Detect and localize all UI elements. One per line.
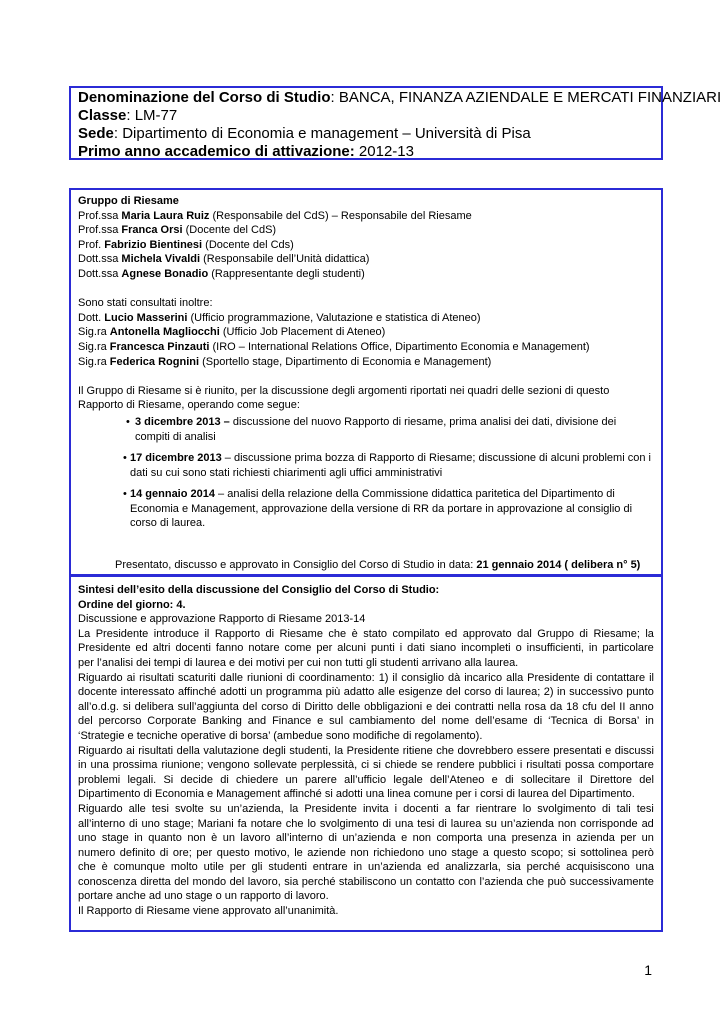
- closing-statement: Il Rapporto di Riesame viene approvato all’unanimità.: [78, 905, 339, 918]
- paragraph-thesis: Riguardo alle tesi svolte su un’azienda, la Presidente invita i docenti a far rientrare lo svolgimento di tali tesi all’interno di uno stage; Mariani fa notare che lo svolgimento di una tesi di laurea su un’azienda non corrisponde ad uno stage in quanto non è un lavoro all’interno di un’azienda e non comporta una presenza in azienda per un numero definito di ore; per questo motivo, le aziende non richiedono uno stage a questo scopo; si sottolinea però che è comunque molto utile per gli studenti entrare in un’azienda ed analizzarla, sia perché acquisiscono una conoscenza diretta del mondo del lavoro, sia perché stabiliscono un contatto con l’azienda che può successivamente portare anche ad uno stage o un rapporto di lavoro.: [78, 802, 654, 903]
- first-year-value: 2012-13: [354, 143, 414, 160]
- consulted-intro: Sono stati consultati inoltre:: [78, 297, 213, 310]
- consulted-person: Sig.ra Francesca Pinzauti (IRO – International Relations Office, Dipartimento Economia e Management): [78, 340, 590, 353]
- approval-date: 21 gennaio 2014 ( delibera n° 5): [476, 559, 641, 571]
- class-label: Classe: [78, 107, 127, 124]
- class-value: : LM-77: [126, 107, 178, 124]
- approval-statement: Presentato, discusso e approvato in Consiglio del Corso di Studio in data: 21 gennaio 2014 ( delibera n° 5): [115, 559, 641, 571]
- course-name-label: Denominazione del Corso di Studio: [78, 89, 331, 106]
- first-year-line: [78, 143, 654, 161]
- paragraph-evaluation: Riguardo ai risultati della valutazione degli studenti, la Presidente ritiene che dovrebbero essere presentati e discussi in una prossima riunione; vengono sollevate perplessità, ci si chiede se rendere pubblici i risultati possa comportare problemi legali. Si decide di chiedere un parere all’ufficio legale dell’Ateneo e di sollecitare il Direttore del Dipartimento di Economia e Management affinché si adotti una linea comune per i corsi di laurea del Dipartimento.: [78, 744, 654, 801]
- course-name-line: [78, 89, 722, 107]
- class-line: [78, 107, 654, 125]
- seat-line: [78, 125, 654, 143]
- page-number: 1: [644, 962, 652, 978]
- consulted-person: Dott. Lucio Masserini (Ufficio programmazione, Valutazione e statistica di Ateneo): [78, 311, 481, 324]
- agenda-item: Ordine del giorno: 4.: [78, 598, 186, 611]
- meeting-item: • 14 gennaio 2014 – analisi della relazione della Commissione didattica paritetica del Dipartimento di Economia e Management, approvazione della versione di RR da portare in approvazione al consiglio di corso di laurea.: [123, 488, 633, 530]
- meeting-list: [78, 415, 654, 531]
- group-member: Dott.ssa Agnese Bonadio (Rappresentante degli studenti): [78, 267, 365, 280]
- meeting-intro: Il Gruppo di Riesame si è riunito, per la discussione degli argomenti riportati nei quadri delle sezioni di questo: [78, 384, 610, 397]
- bullet-icon: •: [126, 415, 130, 428]
- paragraph-introduction: La Presidente introduce il Rapporto di Riesame che è stato compilato ed approvato dal Gruppo di Riesame; la Presidente ed altri docenti fanno notare come per alcuni punti i dati siano incompleti o insufficienti, in particolare per l’analisi dei tempi di laurea e dei motivi per cui non tutti gli studenti arrivano alla laurea.: [78, 627, 654, 669]
- group-member: Prof.ssa Franca Orsi (Docente del CdS): [78, 224, 277, 237]
- course-header-box: [69, 86, 722, 160]
- course-name-value: : BANCA, FINANZA AZIENDALE E MERCATI FINANZIARI: [330, 89, 722, 106]
- seat-value: : Dipartimento di Economia e management – Università di Pisa: [113, 125, 531, 142]
- bullet-icon: •: [123, 488, 127, 501]
- first-year-label: Primo anno accademico di attivazione:: [78, 143, 355, 160]
- bullet-icon: •: [123, 452, 127, 465]
- meeting-intro-cont: Rapporto di Riesame, operando come segue:: [78, 399, 300, 412]
- meeting-item: • 3 dicembre 2013 – discussione del nuovo Rapporto di riesame, prima analisi dei dati, divisione dei compiti di analisi: [126, 415, 617, 443]
- group-member: Prof. Fabrizio Bientinesi (Docente del Cds): [78, 238, 294, 251]
- review-group-title: Gruppo di Riesame: [78, 195, 179, 207]
- group-member: Prof.ssa Maria Laura Ruiz (Responsabile del CdS) – Responsabile del Riesame: [78, 209, 472, 222]
- consulted-person: Sig.ra Federica Rognini (Sportello stage, Dipartimento di Economia e Management): [78, 355, 492, 368]
- paragraph-coordination: Riguardo ai risultati scaturiti dalle riunioni di coordinamento: 1) il consiglio dà incarico alla Presidente di contattare il docente interessato affinché adotti un programma più adatto alle esigenze del corso di laurea; 2) in successivo punto all’o.d.g. si delibera sull’aggiunta del corso di Diritto delle obbligazioni e dei contratti nella rosa da 18 cfu del II anno del percorso Corporate Banking and Finance e sul cambiamento del nome dell’esame di ‘Tecnica di Borsa’ in ‘Strategie e tecniche operative di borsa’ (ambedue sono modifiche di regolamento).: [78, 671, 654, 742]
- consulted-person: Sig.ra Antonella Magliocchi (Ufficio Job Placement di Ateneo): [78, 326, 386, 339]
- review-group-box: [69, 188, 663, 576]
- synthesis-box: [69, 576, 663, 932]
- synthesis-title: Sintesi dell’esito della discussione del Consiglio del Corso di Studio:: [78, 584, 440, 596]
- group-member: Dott.ssa Michela Vivaldi (Responsabile dell’Unità didattica): [78, 253, 370, 266]
- agenda-subject: Discussione e approvazione Rapporto di Riesame 2013-14: [78, 613, 366, 626]
- meeting-item: • 17 dicembre 2013 – discussione prima bozza di Rapporto di Riesame; discussione di alcuni problemi con i dati su cui sono stati richiesti chiarimenti agli uffici amministrativi: [123, 452, 651, 479]
- seat-label: Sede: [78, 125, 114, 142]
